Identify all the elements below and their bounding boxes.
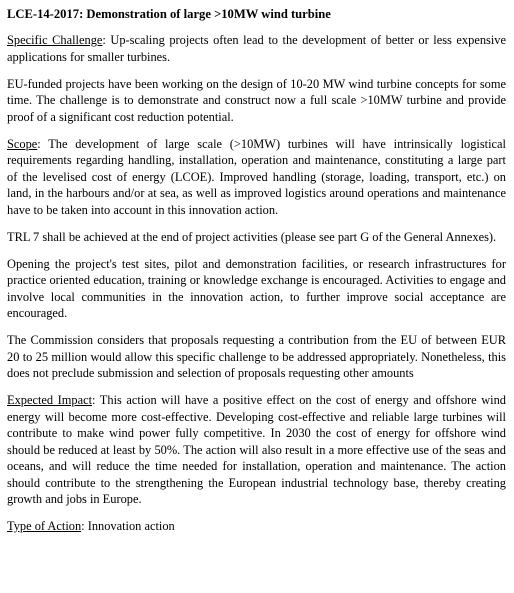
opening-paragraph: Opening the project's test sites, pilot and demonstration facilities, or research infrastructures for practice oriented education, training or knowledge exchange is encouraged. Activities to engage and involve local communities in the innovation action, to further improve social acceptance are encouraged. (7, 256, 506, 320)
specific-challenge-paragraph (7, 32, 506, 65)
trl-paragraph: TRL 7 shall be achieved at the end of project activities (please see part G of the General Annexes). (7, 229, 497, 244)
type-of-action-text: : Innovation action (81, 519, 175, 533)
expected-impact-label: Expected Impact (7, 393, 93, 407)
expected-impact-text: : This action will have a positive effect on the cost of energy and offshore wind energy will become more cost-effective. Developing cost-effective and reliable large turbines will contribute to make wind power fully competitive. In 2030 the cost of energy for offshore wind should be reduced at least by 50%. The action will also result in a more effective use of the seas and oceans, and will reduce the time needed for installation, operation and maintenance. The action should contribute to the strengthening the European industrial technology base, thereby creating growth and jobs in Europe. (7, 393, 506, 506)
type-of-action-label: Type of Action (7, 519, 82, 533)
commission-paragraph: The Commission considers that proposals requesting a contribution from the EU of between EUR 20 to 25 million would allow this specific challenge to be addressed appropriately. Nonetheless, this does not preclude submission and selection of proposals requesting other amounts (7, 333, 506, 380)
specific-challenge-text: : Up-scaling projects often lead to the development of better or less expensive applications for smaller turbines. (7, 33, 506, 64)
scope-text: : The development of large scale (>10MW) turbines will have intrinsically logistical requirements regarding handling, installation, operation and maintenance, constituting a large part of the levelised cost of energy (LCOE). Improved handling (storage, loading, transport, etc.) on land, in the harbours and/or at sea, as well as improved logistics around operations and maintenance have to be taken into account in this innovation action. (7, 136, 506, 217)
scope-paragraph (7, 136, 506, 219)
document-title: LCE-14-2017: Demonstration of large >10MW wind turbine (7, 7, 331, 21)
expected-impact-paragraph (7, 392, 506, 508)
scope-label: Scope (7, 136, 38, 151)
specific-challenge-label: Specific Challenge (7, 33, 103, 47)
type-of-action-paragraph (7, 518, 506, 535)
eu-projects-paragraph: EU-funded projects have been working on the design of 10-20 MW wind turbine concepts for some time. The challenge is to demonstrate and construct now a full scale >10MW turbine and provide proof of a significant cost reduction potential. (7, 76, 506, 124)
